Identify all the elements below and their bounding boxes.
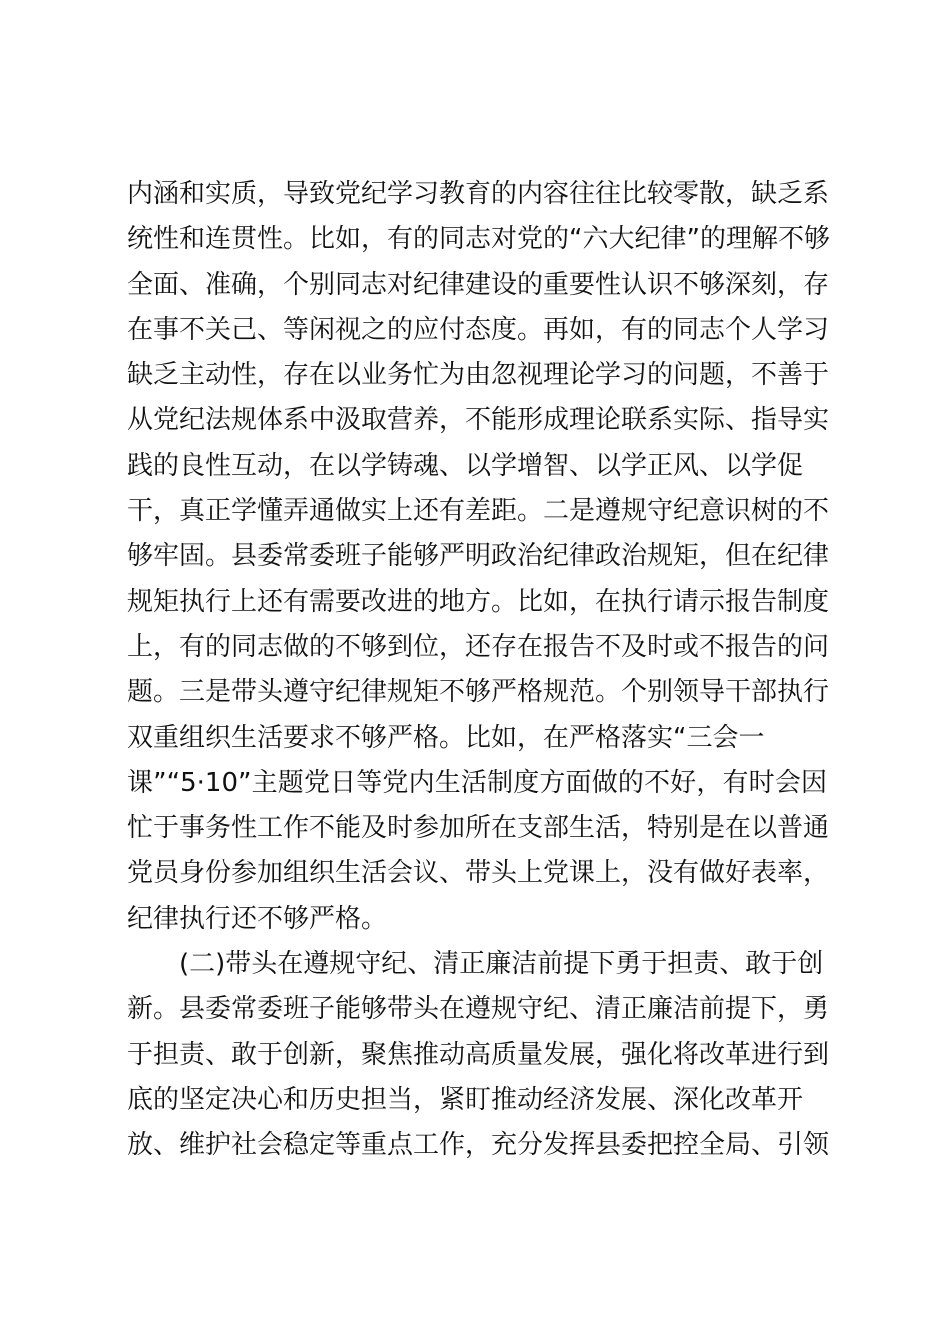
text-line: 从党纪法规体系中汲取营养，不能形成理论联系实际、指导实 bbox=[127, 405, 830, 436]
text-line: 放、维护社会稳定等重点工作，充分发挥县委把控全局、引领 bbox=[127, 1130, 830, 1161]
text-line: 践的良性互动，在以学铸魂、以学增智、以学正风、以学促 bbox=[127, 450, 804, 481]
text-line: 忙于事务性工作不能及时参加所在支部生活，特别是在以普通 bbox=[127, 813, 830, 844]
text-line: 统性和连贯性。比如，有的同志对党的“六大纪律”的理解不够 bbox=[127, 224, 830, 255]
text-line: 底的坚定决心和历史担当，紧盯推动经济发展、深化改革开 bbox=[127, 1084, 804, 1115]
text-line: 于担责、敢于创新，聚焦推动高质量发展，强化将改革进行到 bbox=[127, 1039, 830, 1070]
text-line: 缺乏主动性，存在以业务忙为由忽视理论学习的问题，不善于 bbox=[127, 360, 830, 391]
text-line: 新。县委常委班子能够带头在遵规守纪、清正廉洁前提下，勇 bbox=[127, 994, 830, 1025]
text-line: 内涵和实质，导致党纪学习教育的内容往往比较零散，缺乏系 bbox=[127, 179, 830, 209]
text-line: 题。三是带头遵守纪律规矩不够严格规范。个别领导干部执行 bbox=[127, 677, 830, 708]
body-text bbox=[127, 172, 830, 1169]
text-line: 全面、准确，个别同志对纪律建设的重要性认识不够深刻，存 bbox=[127, 269, 830, 300]
text-line: 纪律执行还不够严格。 bbox=[127, 903, 388, 934]
text-line: (二)带头在遵规守纪、清正廉洁前提下勇于担责、敢于创 bbox=[179, 949, 824, 980]
text-line: 规矩执行上还有需要改进的地方。比如，在执行请示报告制度 bbox=[127, 586, 830, 617]
text-line: 上，有的同志做的不够到位，还存在报告不及时或不报告的问 bbox=[127, 631, 830, 662]
text-line: 够牢固。县委常委班子能够严明政治纪律政治规矩，但在纪律 bbox=[127, 541, 830, 572]
text-line: 干，真正学懂弄通做实上还有差距。二是遵规守纪意识树的不 bbox=[127, 496, 830, 527]
text-line: 双重组织生活要求不够严格。比如，在严格落实“三会一 bbox=[127, 722, 765, 753]
text-line: 在事不关己、等闲视之的应付态度。再如，有的同志个人学习 bbox=[127, 314, 830, 345]
text-line: 党员身份参加组织生活会议、带头上党课上，没有做好表率， bbox=[127, 858, 830, 889]
text-line: 课”“5·10”主题党日等党内生活制度方面做的不好，有时会因 bbox=[127, 767, 827, 798]
